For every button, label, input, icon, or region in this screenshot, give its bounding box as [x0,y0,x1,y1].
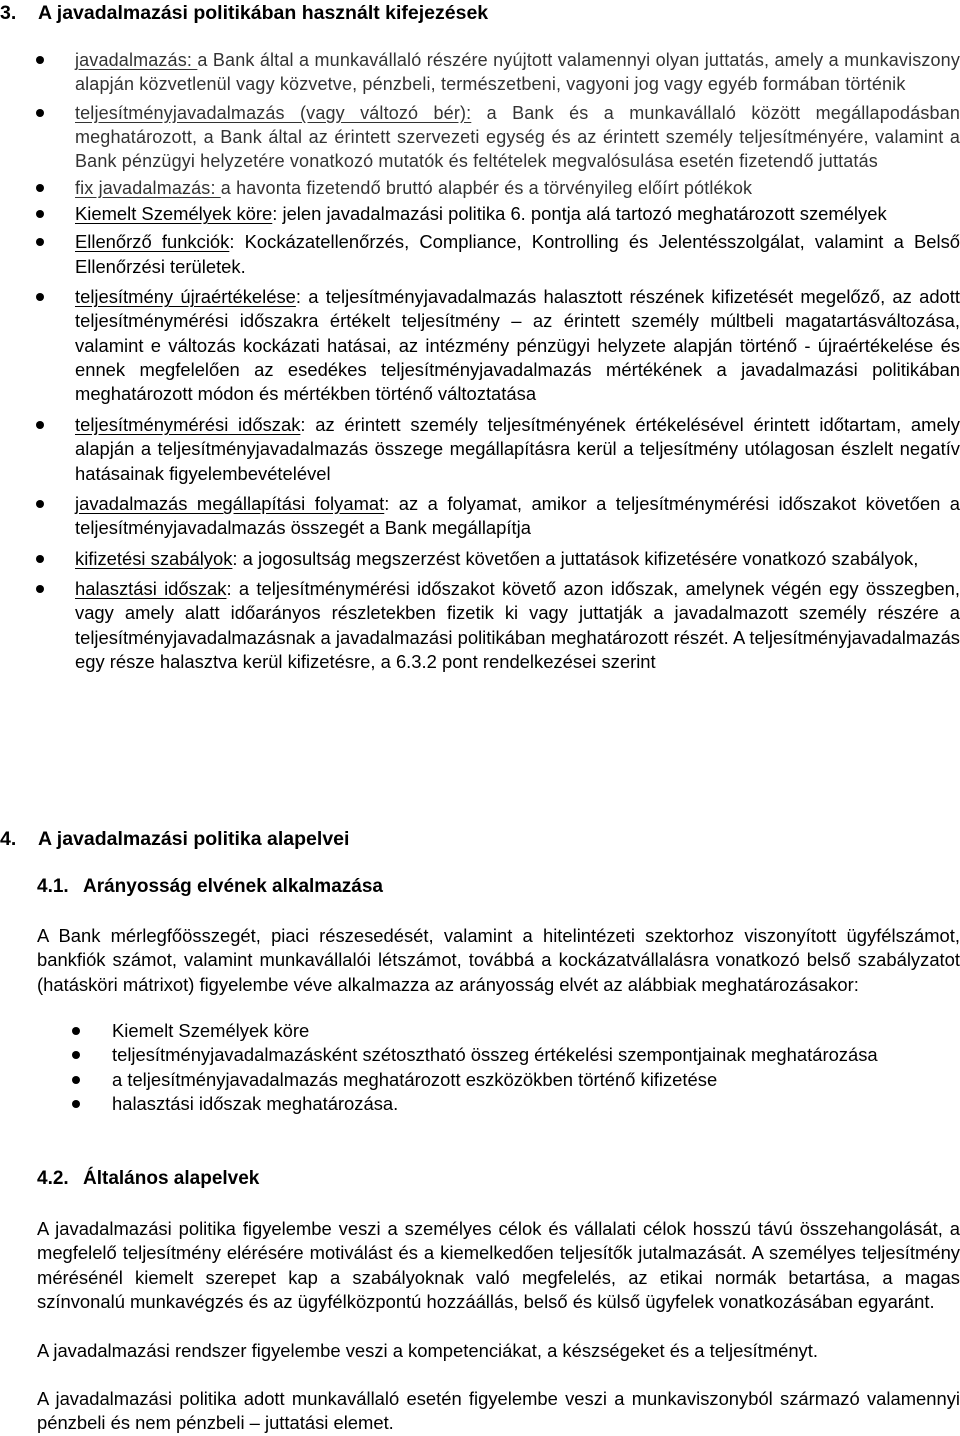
subsection-4-1-paragraph: A Bank mérlegfőösszegét, piaci részesedését, valamint a hitelintézeti szektorhoz viszonyított ügyfélszámot, bankfiók számot, valamint munkavállalói létszámot, továbbá a kockázatvállalásra vonatkozó belső szabályzatot (hatásköri mátrixot) figyelembe véve alkalmazza az arányosság elvét az alábbiak meghatározásakor: [37,925,960,995]
proportionality-list [37,1019,960,1116]
subsection-number: 4.1. [37,876,69,897]
list-item [37,1068,960,1092]
definition-item [0,202,960,226]
definition-item [0,101,960,174]
definition-term: Ellenőrző funkciók [75,231,230,253]
list-item-text: halasztási időszak meghatározása. [112,1093,399,1115]
bullet-icon [72,1100,80,1108]
section-title: A javadalmazási politikában használt kifejezések [38,2,489,24]
definition-item [0,547,960,571]
definition-term: Kiemelt Személyek köre [75,203,273,225]
definition-text: a Bank által a munkavállaló részére nyújtott valamennyi olyan juttatás, amely a munkaviszony alapján közvetlenül vagy közvetve, pénzbeli, természetbeni, vagyoni jog vagy egyéb formában történik [75,50,960,95]
bullet-icon [36,238,44,246]
bullet-icon [72,1027,80,1035]
definition-term: kifizetési szabályok [75,547,233,569]
definition-item [0,176,960,200]
bullet-icon [36,585,44,593]
list-item [37,1092,960,1116]
list-item-text: a teljesítményjavadalmazás meghatározott eszközökben történő kifizetése [112,1068,718,1090]
subsection-4-2-heading [37,1166,259,1192]
definition-item [0,413,960,486]
list-item [37,1043,960,1067]
bullet-icon [72,1051,80,1059]
list-item [37,1019,960,1043]
bullet-icon [36,555,44,563]
definition-term: teljesítmény újraértékelése [75,286,296,308]
definition-term: fix javadalmazás: [75,177,221,198]
definition-item [0,230,960,279]
list-item-text: Kiemelt Személyek köre [112,1020,310,1041]
bullet-icon [36,500,44,508]
section-number: 4. [0,828,17,850]
definition-term: halasztási időszak [75,577,227,599]
section-number: 3. [0,2,17,24]
subsection-4-2-paragraph: A javadalmazási politika figyelembe veszi a személyes célok és vállalati célok hosszú távú összehangolását, a megfelelő teljesítmény elérésére motiválást és a kiemelkedően teljesítők jutalmazását. A személyes teljesítmény mérésénél kiemelt szerepet kap a szabályoknak való megfelelés, az etikai normák betartása, a magas színvonalú munkavégzés és az ügyfélközpontú hozzáállás, belső és külső ügyfelek vonatkozásában egyaránt. [37,1218,960,1313]
definition-text: : az érintett személy teljesítményének értékelésével érintett időtartam, amely alapján a teljesítményjavadalmazás összege megállapításra kerül a teljesítmény utólagosan észlelt negatív hatásainak figyelembevételével [75,413,960,484]
definition-term: teljesítményjavadalmazás (vagy változó bér): [75,102,472,123]
subsection-4-2-paragraph: A javadalmazási rendszer figyelembe veszi a kompetenciákat, a készségeket és a teljesítményt. [37,1340,818,1361]
bullet-icon [36,210,44,218]
bullet-icon [36,293,44,301]
section-3-heading [0,0,488,26]
subsection-title: Általános alapelvek [83,1168,260,1189]
definition-item [0,492,960,541]
definition-term: teljesítménymérési időszak [75,413,301,435]
subsection-4-1-heading [37,874,383,900]
definition-term: javadalmazás megállapítási folyamat [75,492,385,514]
bullet-icon [36,421,44,429]
definition-item [0,285,960,407]
definition-text: : jelen javadalmazási politika 6. pontja alá tartozó meghatározott személyek [272,203,887,225]
section-4-heading [0,826,349,852]
bullet-icon [36,56,44,64]
definition-item [0,577,960,674]
definition-text: : az a folyamat, amikor a teljesítménymérési időszakot követően a teljesítményjavadalmazás összegét a Bank megállapítja [75,492,960,539]
subsection-4-2-paragraph: A javadalmazási politika adott munkavállaló esetén figyelembe veszi a munkaviszonyból származó valamennyi pénzbeli és nem pénzbeli – juttatási elemet. [37,1388,960,1434]
section-title: A javadalmazási politika alapelvei [38,828,350,850]
definition-text: : Kockázatellenőrzés, Compliance, Kontrolling és Jelentésszolgálat, valamint a Belső Ellenőrzési területek. [75,231,960,277]
definition-text: a havonta fizetendő bruttó alapbér és a törvényileg előírt pótlékok [220,177,753,198]
definition-term: javadalmazás: [75,50,198,70]
definition-text: : a teljesítménymérési időszakot követő azon időszak, amelynek végén egy összegben, vagy amely alatt időarányos részletekben fizetik ki vagy juttatják a javadalmazott személy részére a teljesítményjavadalmazásnak a javadalmazási politikában meghatározott részét. A teljesítményjavadalmazás egy része halasztva kerül kifizetésre, a 6.3.2 pont rendelkezései szerint [75,577,960,672]
definition-item [0,48,960,97]
definition-text: a Bank és a munkavállaló között megállapodásban meghatározott, a Bank által az érintett szervezeti egység és az érintett személy teljesítményére, valamint a Bank pénzügyi helyzetére vonatkozó mutatók és feltételek megvalósulása esetén fizetendő juttatás [75,102,960,172]
definition-text: : a jogosultság megszerzést követően a juttatások kifizetésére vonatkozó szabályok, [232,547,919,569]
bullet-icon [72,1076,80,1084]
subsection-number: 4.2. [37,1168,69,1189]
definitions-list [0,48,960,674]
subsection-title: Arányosság elvének alkalmazása [83,876,383,897]
list-item-text: teljesítményjavadalmazásként szétosztható összeg értékelési szempontjainak meghatározása [112,1044,878,1066]
definition-text: : a teljesítményjavadalmazás halasztott részének kifizetését megelőző, az adott teljesítménymérési időszakra értékelt teljesítmény – az érintett személy múltbeli magatartásváltozása, valamint e változás kockázati hatásai, az intézmény pénzügyi helyzete alapján történő - újraértékelése és ennek megfelelően az esedékes teljesítményjavadalmazás mértékének a javadalmazási politikában meghatározott módon és mértékben történő változtatása [75,286,960,405]
bullet-icon [36,184,44,192]
bullet-icon [36,109,44,117]
